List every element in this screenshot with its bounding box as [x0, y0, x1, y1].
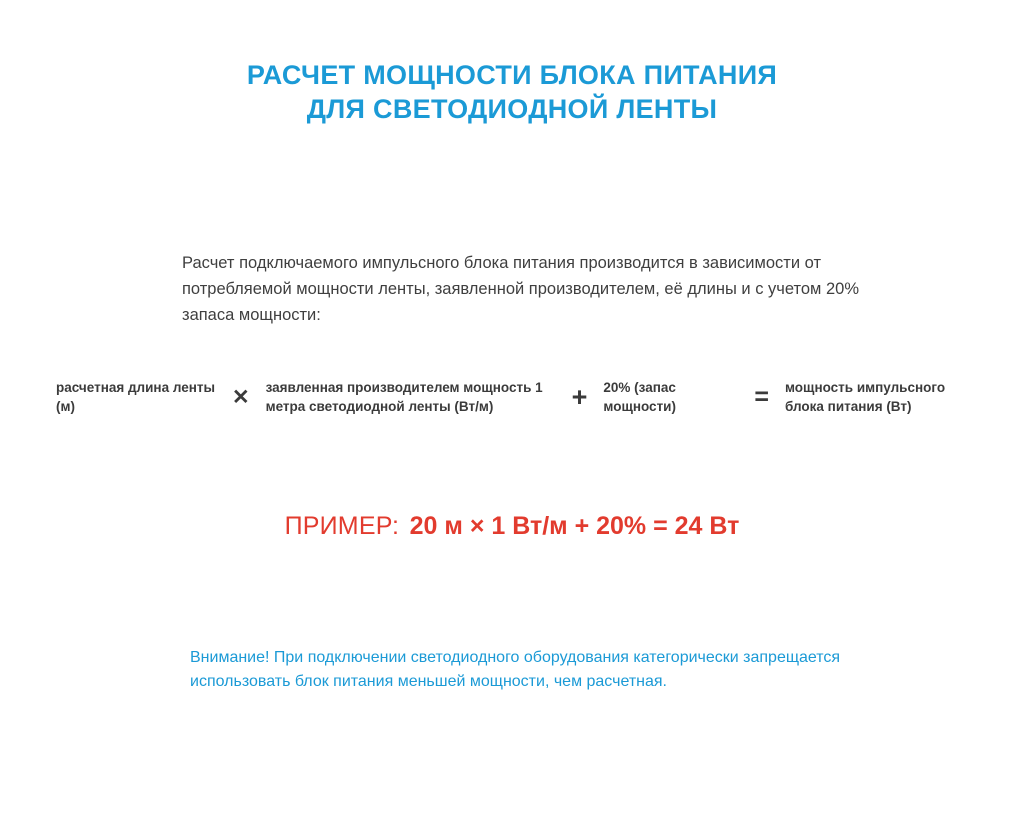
example-label: ПРИМЕР: [284, 512, 400, 540]
formula-term-length: расчетная длина ленты (м) [56, 380, 216, 414]
plus-icon: + [571, 381, 588, 412]
title-line-1: РАСЧЕТ МОЩНОСТИ БЛОКА ПИТАНИЯ [246, 60, 778, 90]
warning-note: Внимание! При подключении светодиодного оборудования категорически запрещается использовать блок питания меньшей мощности, чем расчетная. [190, 649, 841, 690]
multiply-icon: ✕ [232, 385, 250, 409]
formula-term-result: мощность импульсного блока питания (Вт) [785, 380, 946, 414]
example-value: 20 м × 1 Вт/м + 20% = 24 Вт [409, 512, 740, 540]
equals-icon: = [754, 382, 769, 411]
page-title [0, 58, 1024, 126]
formula-term-reserve: 20% (запас мощности) [603, 380, 676, 414]
title-line-2: ДЛЯ СВЕТОДИОДНОЙ ЛЕНТЫ [306, 94, 718, 124]
example-line [0, 512, 1024, 541]
formula-row [56, 378, 986, 416]
intro-paragraph: Расчет подключаемого импульсного блока питания производится в зависимости от потребляемой мощности ленты, заявленной производителем, её длины и с учетом 20% запаса мощности: [182, 254, 860, 324]
formula-term-power-per-meter: заявленная производителем мощность 1 метра светодиодной ленты (Вт/м) [265, 380, 543, 414]
